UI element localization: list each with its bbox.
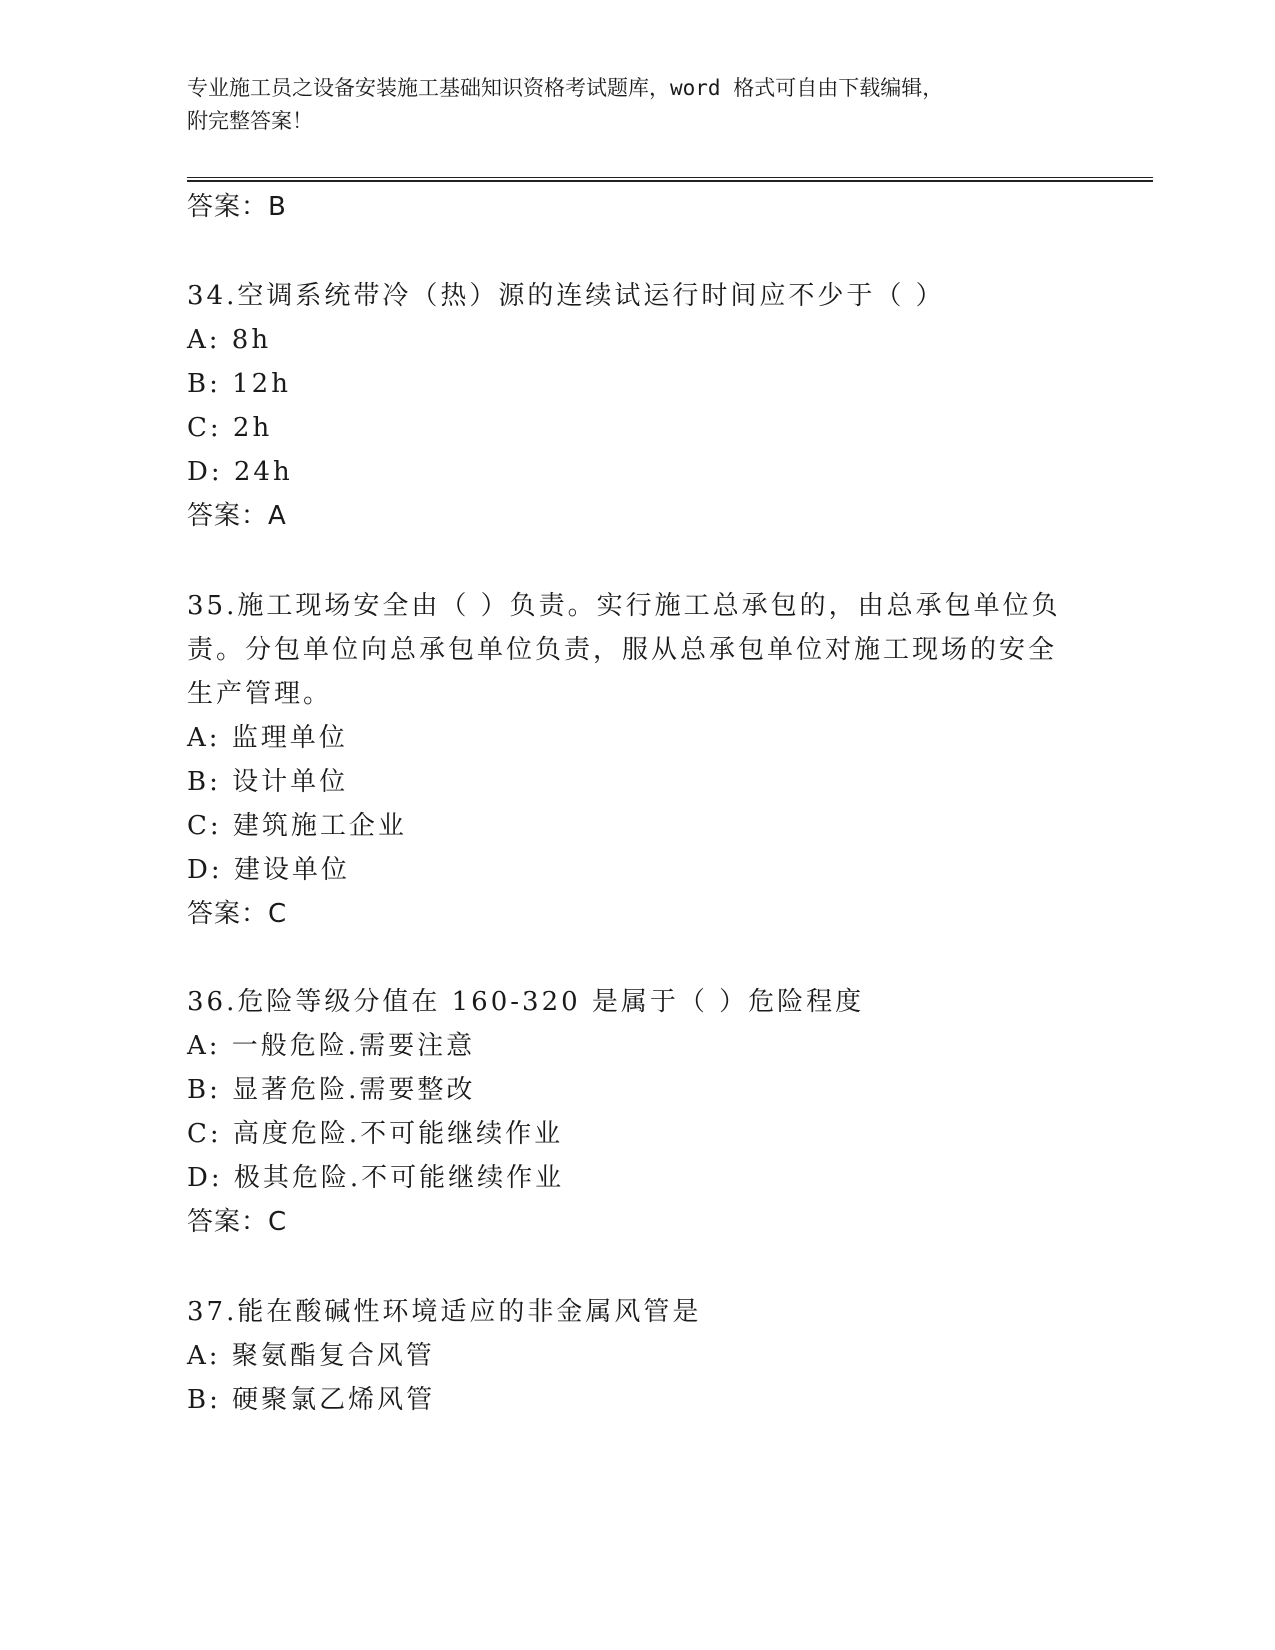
question-35-option-b: B: 设计单位 (187, 767, 349, 797)
question-36-option-c: C: 高度危险.不可能继续作业 (187, 1119, 564, 1149)
previous-answer: 答案：B (187, 192, 287, 222)
question-37-option-b: B: 硬聚氯乙烯风管 (187, 1385, 436, 1415)
question-36-option-a: A: 一般危险.需要注意 (187, 1031, 476, 1061)
header-line-2: 附完整答案！ (187, 109, 313, 133)
question-35-option-d: D: 建设单位 (187, 855, 350, 885)
question-37-option-a: A: 聚氨酯复合风管 (187, 1341, 435, 1371)
page-header (187, 72, 1067, 138)
question-36-answer: 答案：C (187, 1207, 288, 1237)
question-36-option-d: D: 极其危险.不可能继续作业 (187, 1163, 565, 1193)
header-divider (187, 177, 1153, 182)
question-34-answer: 答案：A (187, 501, 287, 531)
question-36-stem: 36.危险等级分值在 160-320 是属于（ ）危险程度 (187, 987, 865, 1017)
question-35-answer: 答案：C (187, 899, 288, 929)
question-35-option-c: C: 建筑施工企业 (187, 811, 407, 841)
question-34-option-d: D: 24h (187, 457, 293, 487)
question-35-stem-line-1: 35.施工现场安全由（ ）负责。实行施工总承包的，由总承包单位负 (187, 591, 1061, 621)
question-34-option-a: A: 8h (187, 325, 272, 355)
question-35-option-a: A: 监理单位 (187, 723, 348, 753)
question-37-stem: 37.能在酸碱性环境适应的非金属风管是 (187, 1297, 702, 1327)
question-35-stem-line-3: 生产管理。 (187, 679, 333, 709)
question-35-stem-line-2: 责。分包单位向总承包单位负责，服从总承包单位对施工现场的安全 (187, 635, 1058, 665)
question-34-option-b: B: 12h (187, 369, 291, 399)
question-34-stem: 34.空调系统带冷（热）源的连续试运行时间应不少于（ ） (187, 281, 945, 311)
question-36-option-b: B: 显著危险.需要整改 (187, 1075, 476, 1105)
question-34-option-c: C: 2h (187, 413, 273, 443)
header-line-1: 专业施工员之设备安装施工基础知识资格考试题库，word 格式可自由下载编辑， (187, 76, 944, 100)
